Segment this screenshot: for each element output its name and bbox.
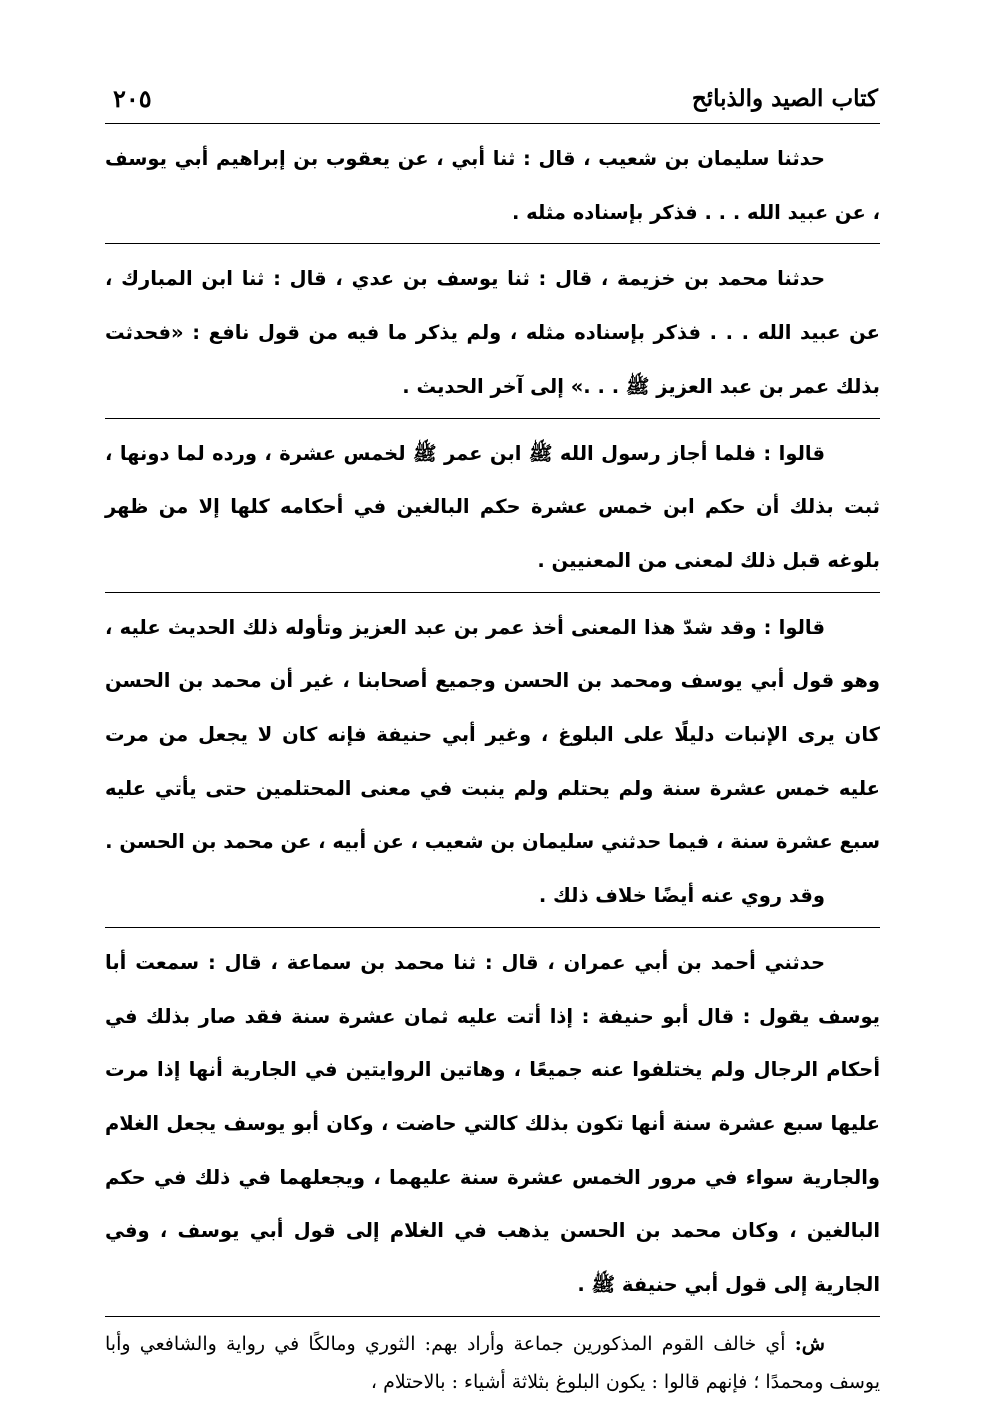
- chapter-title: كتاب الصيد والذبائح: [691, 85, 878, 112]
- paragraph-6: حدثني أحمد بن أبي عمران ، قال : ثنا محمد بن سماعة ، قال : سمعت أبا يوسف يقول : قال أبو حنيفة : إذا أتت عليه ثمان عشرة سنة فقد صار بذلك في أحكام الرجال ولم يختلفوا عنه جميعًا ، وهاتين الروايتين في الجارية أنها إذا مرت عليها سبع عشرة سنة أنها تكون بذلك كالتي حاضت ، وكان أبو يوسف يجعل الغلام والجارية سواء في مرور الخمس عشرة سنة عليهما ، ويجعلهما في ذلك في حكم البالغين ، وكان محمد بن الحسن يذهب في الغلام إلى قول أبي يوسف ، وفي الجارية إلى قول أبي حنيفة ﷺ .: [105, 927, 880, 1312]
- running-header: [105, 80, 880, 122]
- paragraph-1: حدثنا سليمان بن شعيب ، قال : ثنا أبي ، عن يعقوب بن إبراهيم أبي يوسف ، عن عبيد الله . . . فذكر بإسناده مثله .: [105, 147, 880, 224]
- paragraph-4: قالوا : وقد شدّ هذا المعنى أخذ عمر بن عبد العزيز وتأوله ذلك الحديث عليه ، وهو قول أبي يوسف ومحمد بن الحسن وجميع أصحابنا ، غير أن محمد بن الحسن كان يرى الإنبات دليلًا على البلوغ ، وغير أبي حنيفة فإنه كان لا يجعل من مرت عليه خمس عشرة سنة ولم يحتلم ولم ينبت في معنى المحتلمين حتى يأتي عليه سبع عشرة سنة ، فيما حدثني سليمان بن شعيب ، عن أبيه ، عن محمد بن الحسن .: [105, 592, 880, 870]
- commentary-label: ش:: [794, 1332, 825, 1355]
- paragraph-3: قالوا : فلما أجاز رسول الله ﷺ ابن عمر ﷺ لخمس عشرة ، ورده لما دونها ، ثبت بذلك أن حكم ابن خمس عشرة حكم البالغين في أحكامه كلها إلا من ظهر بلوغه قبل ذلك لمعنى من المعنيين .: [105, 418, 880, 588]
- document-page: [105, 80, 880, 1401]
- paragraph-2: حدثنا محمد بن خزيمة ، قال : ثنا يوسف بن عدي ، قال : ثنا ابن المبارك ، عن عبيد الله . . . فذكر بإسناده مثله ، ولم يذكر ما فيه من قول نافع : «فحدثت بذلك عمر بن عبد العزيز ﷺ . . .» إلى آخر الحديث .: [105, 243, 880, 413]
- body-text: [105, 132, 880, 1401]
- paragraph-5: وقد روي عنه أيضًا خلاف ذلك .: [538, 884, 825, 908]
- commentary-text: أي خالف القوم المذكورين جماعة وأراد بهم: الثوري ومالكًا في رواية والشافعي وأبا يوسف ومحمدًا ؛ فإنهم قالوا : يكون البلوغ بثلاثة أشياء : بالاحتلام ،: [105, 1332, 880, 1393]
- header-divider: [105, 123, 880, 124]
- page-number: ٢٠٥: [113, 84, 152, 113]
- commentary-paragraph: [105, 1316, 880, 1401]
